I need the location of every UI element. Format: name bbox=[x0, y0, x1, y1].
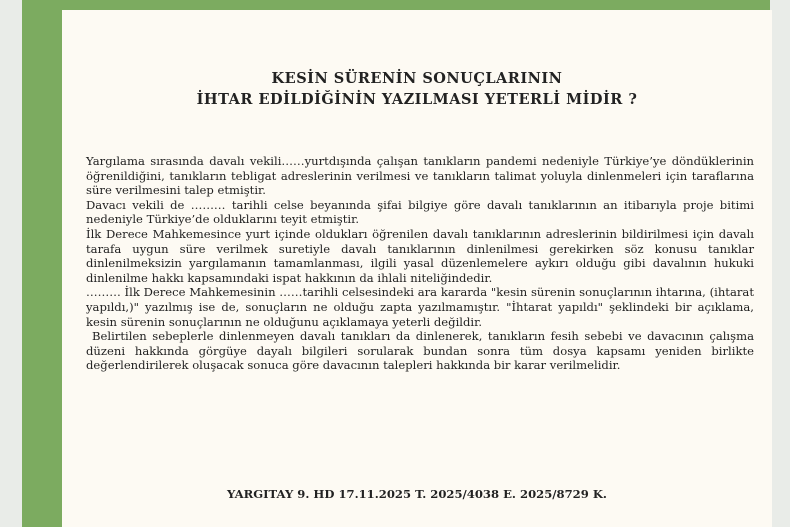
paragraph-5: Belirtilen sebeplerle dinlenmeyen davalı tanıkları da dinlenerek, tanıkların fesih sebebi ve davacının çalışma düzeni hakkında görgüye dayalı bilgileri sorularak bundan sonra tüm dosya kapsamı yeniden birlikte değerlendirilerek oluşacak sonuca göre davacının talepleri hakkında bir karar verilmelidir. bbox=[86, 329, 754, 373]
court-citation: YARGITAY 9. HD 17.11.2025 T. 2025/4038 E. 2025/8729 K. bbox=[227, 487, 607, 501]
paragraph-3: İlk Derece Mahkemesince yurt içinde oldukları öğrenilen davalı tanıklarının adreslerinin bildirilmesi için davalı tarafa uygun süre verilmek suretiyle davalı tanıklarının dinlenilmesi gerekirken söz konusu tanıklar dinlenilmeksizin yargılamanın tamamlanması, ilgili yasal düzenlemelere aykırı olduğu gibi davalının hukuki dinlenilme hakkı kapsamındaki ispat hakkının da ihlali niteliğindedir. bbox=[86, 226, 754, 285]
title-line-2: İHTAR EDİLDİĞİNİN YAZILMASI YETERLİ MİDİR ? bbox=[196, 91, 638, 108]
paragraph-4: ……… İlk Derece Mahkemesinin ……tarihli celsesindeki ara kararda "kesin sürenin sonuçlarının ihtarına, (ihtarat yapıldı,)" yazılmış ise de, sonuçların ne olduğu zapta yazılmamıştır. "İhtarat yapıldı" şeklindeki bir açıklama, kesin sürenin sonuçlarının ne olduğunu açıklamaya yeterli değildir. bbox=[86, 285, 754, 329]
paragraph-2: Davacı vekili de ……… tarihli celse beyanında şifai bilgiye göre davalı tanıklarının an itibarıyla proje bitimi nedeniyle Türkiye’de olduklarını teyit etmiştir. bbox=[86, 197, 754, 227]
title-line-1: KESİN SÜRENİN SONUÇLARININ bbox=[271, 70, 563, 87]
document-page bbox=[62, 10, 772, 527]
document-body bbox=[86, 154, 754, 373]
green-frame bbox=[22, 0, 770, 527]
paragraph-1: Yargılama sırasında davalı vekili……yurtdışında çalışan tanıkların pandemi nedeniyle Türkiye’ye döndüklerinin öğrenildiğini, tanıkların tebligat adreslerinin verilmesi ve tanıkların talimat yoluyla dinlenmeleri için taraflarına süre verilmesini talep etmiştir. bbox=[86, 154, 754, 198]
